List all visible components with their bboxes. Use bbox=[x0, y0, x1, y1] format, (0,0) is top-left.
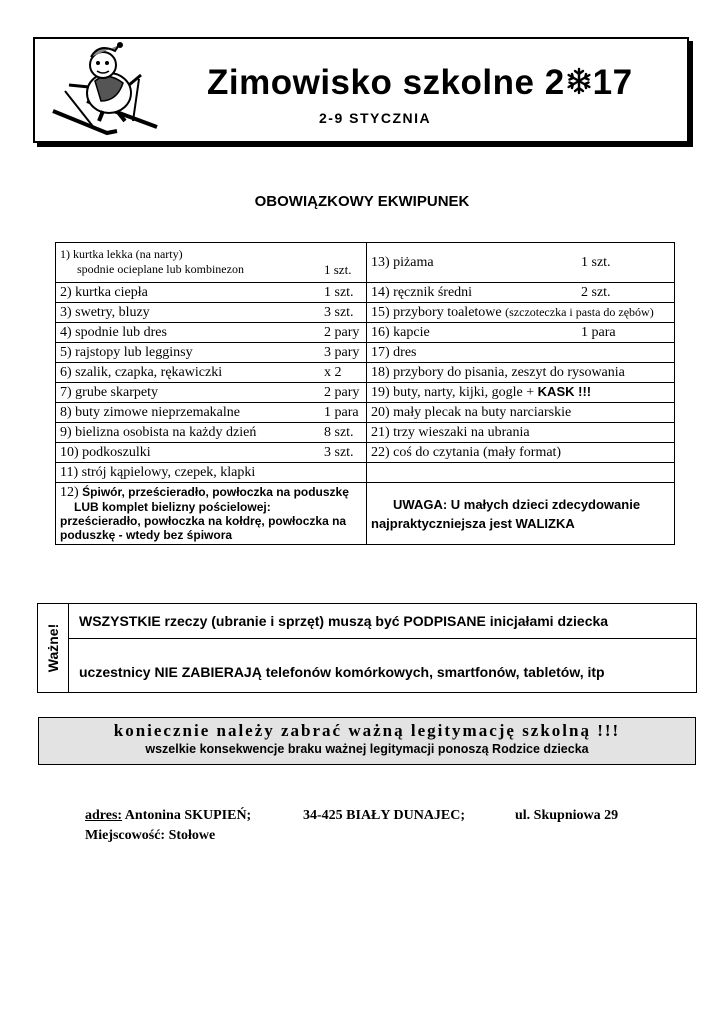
list-item bbox=[367, 443, 675, 463]
item-text: 4) spodnie lub dres bbox=[60, 324, 167, 340]
address-place: Miejscowość: Stołowe bbox=[85, 828, 216, 843]
item-text: 21) trzy wieszaki na ubrania bbox=[371, 424, 530, 440]
list-item bbox=[367, 303, 675, 323]
item-qty: 2 pary bbox=[324, 324, 360, 340]
table-row bbox=[56, 243, 675, 283]
list-item bbox=[56, 463, 367, 483]
item-qty: 1 para bbox=[324, 404, 359, 420]
section-title: OBOWIĄZKOWY EKWIPUNEK bbox=[254, 193, 470, 210]
table-row bbox=[56, 443, 675, 463]
item-text: spodnie ocieplane lub kombinezon bbox=[77, 262, 244, 276]
item-qty: 1 szt. bbox=[581, 254, 611, 270]
uwaga-line: najpraktyczniejsza jest WALIZKA bbox=[371, 515, 575, 531]
id-card-notice-subtitle: wszelkie konsekwencje braku ważnej legitymacji ponoszą Rodzice dziecka bbox=[145, 742, 589, 756]
table-row bbox=[56, 363, 675, 383]
table-row bbox=[56, 323, 675, 343]
address-street: ul. Skupniowa 29 bbox=[515, 808, 619, 823]
address-label: adres: bbox=[85, 808, 123, 823]
important-box bbox=[37, 603, 697, 693]
item-text: 14) ręcznik średni bbox=[371, 284, 473, 300]
table-row bbox=[56, 483, 675, 545]
id-card-notice-title: koniecznie należy zabrać ważną legitymację szkolną !!! bbox=[113, 721, 621, 740]
item-qty: 1 szt. bbox=[324, 262, 352, 277]
empty-cell bbox=[367, 463, 675, 483]
item-text: 6) szalik, czapka, rękawiczki bbox=[60, 364, 223, 380]
equipment-table bbox=[55, 242, 675, 545]
table-row bbox=[56, 303, 675, 323]
address-name-part bbox=[85, 806, 303, 826]
item-highlight: Śpiwór, prześcieradło, powłoczka na poduszkę bbox=[82, 485, 349, 499]
item-text: 22) coś do czytania (mały format) bbox=[371, 444, 562, 460]
item-text: 9) bielizna osobista na każdy dzień bbox=[60, 424, 257, 440]
list-item bbox=[56, 403, 367, 423]
item-text: 20) mały plecak na buty narciarskie bbox=[371, 404, 572, 420]
header-box bbox=[33, 37, 689, 143]
list-item bbox=[367, 423, 675, 443]
item-qty: 1 szt. bbox=[324, 284, 354, 300]
uwaga-line: UWAGA: U małych dzieci zdecydowanie bbox=[393, 496, 641, 512]
snowflake-icon bbox=[566, 66, 592, 96]
item-qty: 3 pary bbox=[324, 344, 360, 360]
item-text: prześcieradło, powłoczka na kołdrę, powłoczka na bbox=[60, 514, 347, 528]
important-line-2 bbox=[69, 639, 696, 692]
item-text: LUB komplet bielizny pościelowej: bbox=[74, 500, 271, 514]
list-item bbox=[367, 343, 675, 363]
list-item bbox=[56, 363, 367, 383]
item-text: 19) buty, narty, kijki, gogle + bbox=[371, 385, 538, 400]
page-subtitle: 2-9 STYCZNIA bbox=[319, 110, 432, 126]
item-note: (szczoteczka i pasta do zębów) bbox=[505, 304, 654, 319]
list-item bbox=[56, 443, 367, 463]
item-qty: x 2 bbox=[324, 364, 342, 380]
list-item bbox=[367, 363, 675, 383]
table-row bbox=[56, 343, 675, 363]
list-item bbox=[56, 483, 367, 545]
page-title: Zimowisko szkolne 2 17 bbox=[207, 63, 633, 102]
important-line-1: WSZYSTKIE rzeczy (ubranie i sprzęt) muszą być PODPISANE inicjałami dziecka bbox=[69, 604, 696, 639]
list-item bbox=[367, 383, 675, 403]
table-row bbox=[56, 403, 675, 423]
skier-mascot-icon bbox=[47, 41, 167, 137]
item-qty: 1 para bbox=[581, 324, 616, 340]
item-text: 18) przybory do pisania, zeszyt do rysowania bbox=[371, 364, 625, 380]
list-item bbox=[56, 303, 367, 323]
item-qty: 2 pary bbox=[324, 384, 360, 400]
important-label: Ważne! bbox=[45, 623, 61, 673]
table-row bbox=[56, 463, 675, 483]
table-row bbox=[56, 283, 675, 303]
list-item bbox=[56, 343, 367, 363]
table-row bbox=[56, 423, 675, 443]
list-item bbox=[56, 243, 367, 283]
item-text: 15) przybory toaletowe bbox=[371, 304, 506, 320]
item-text: 16) kapcie bbox=[371, 324, 430, 340]
table-row bbox=[56, 383, 675, 403]
list-item bbox=[56, 423, 367, 443]
important-label-cell bbox=[38, 604, 69, 692]
item-qty: 8 szt. bbox=[324, 424, 354, 440]
address-block bbox=[85, 806, 618, 846]
item-text: 3) swetry, bluzy bbox=[60, 304, 150, 320]
item-text: 11) strój kąpielowy, czepek, klapki bbox=[60, 464, 256, 480]
item-qty: 3 szt. bbox=[324, 444, 354, 460]
item-text: 12) bbox=[60, 485, 83, 500]
list-item bbox=[367, 283, 675, 303]
item-text: 2) kurtka ciepła bbox=[60, 284, 148, 300]
list-item bbox=[56, 323, 367, 343]
id-card-notice bbox=[38, 717, 696, 765]
item-qty: 2 szt. bbox=[581, 284, 611, 300]
item-line bbox=[60, 262, 362, 278]
address-name: Antonina SKUPIEŃ; bbox=[122, 808, 252, 823]
item-text: 5) rajstopy lub legginsy bbox=[60, 344, 193, 360]
item-highlight: KASK !!! bbox=[537, 384, 592, 399]
item-text: 1) kurtka lekka (na narty) bbox=[60, 247, 183, 261]
list-item bbox=[56, 283, 367, 303]
list-item bbox=[367, 243, 675, 283]
item-text: 10) podkoszulki bbox=[60, 444, 151, 460]
list-item bbox=[367, 323, 675, 343]
item-text: 13) piżama bbox=[371, 254, 434, 270]
item-text: 17) dres bbox=[371, 344, 417, 360]
important-text: uczestnicy NIE ZABIERAJĄ telefonów komórkowych, smartfonów, tabletów, itp bbox=[79, 664, 605, 680]
item-qty: 3 szt. bbox=[324, 304, 354, 320]
item-text: 8) buty zimowe nieprzemakalne bbox=[60, 404, 240, 420]
uwaga-note bbox=[367, 483, 675, 545]
item-text: poduszkę - wtedy bez śpiwora bbox=[60, 528, 233, 542]
item-text: 7) grube skarpety bbox=[60, 384, 158, 400]
list-item bbox=[56, 383, 367, 403]
address-city: 34-425 BIAŁY DUNAJEC; bbox=[303, 808, 466, 823]
list-item bbox=[367, 403, 675, 423]
